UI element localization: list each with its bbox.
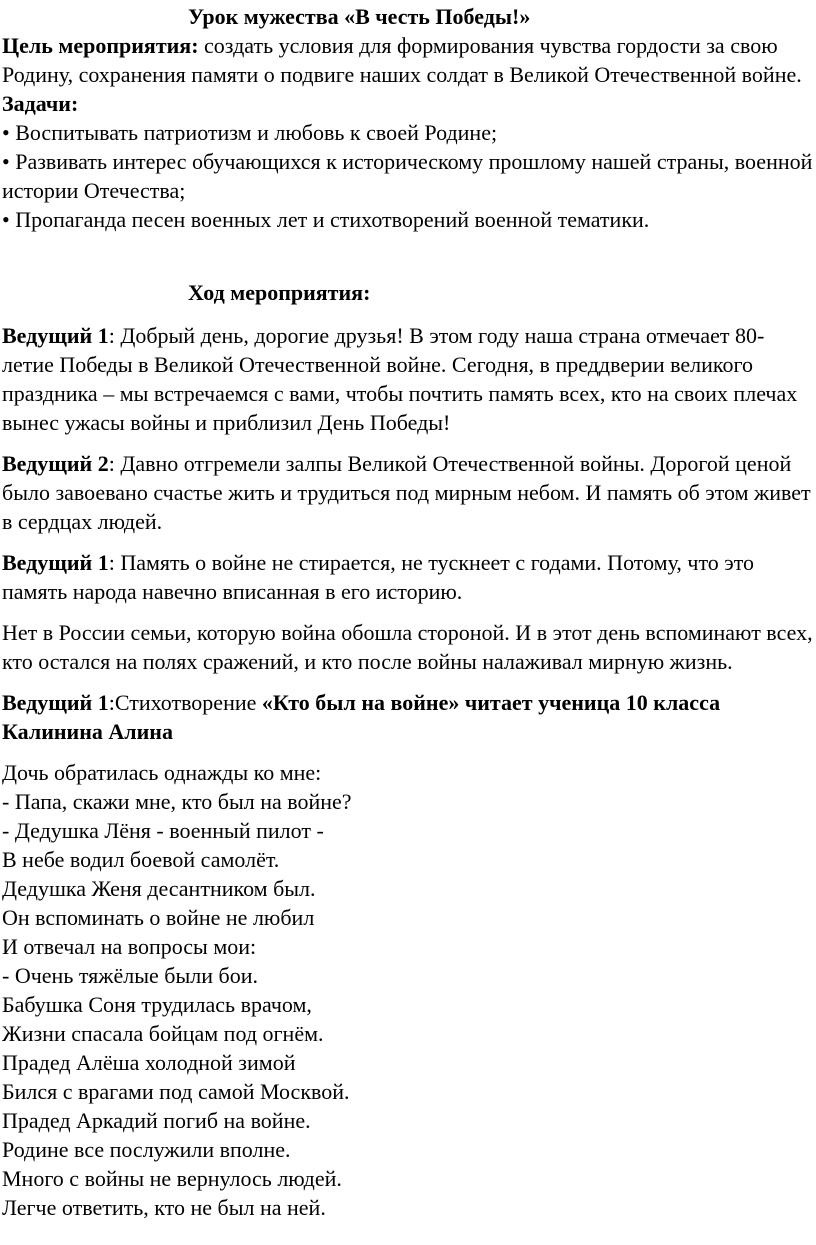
poem-line: Прадед Алёша холодной зимой — [2, 1050, 296, 1075]
goal-paragraph — [2, 31, 816, 89]
speaker-label: Ведущий 1 — [2, 690, 109, 715]
poem-line: Бабушка Соня трудилась врачом, — [2, 992, 312, 1017]
paragraph-text: : Память о войне не стирается, не тускнеет с годами. Потому, что это память народа навечно вписанная в его историю. — [2, 550, 755, 604]
host-paragraph — [2, 548, 816, 606]
plain-paragraph — [2, 618, 816, 676]
task-item: • Воспитывать патриотизм и любовь к своей Родине; — [2, 120, 498, 145]
poem-line: И отвечал на вопросы мои: — [2, 934, 257, 959]
section-title: Ход мероприятия: — [188, 280, 371, 305]
poem-line: Дедушка Женя десантником был. — [2, 876, 316, 901]
paragraph-text: Нет в России семьи, которую война обошла стороной. И в этот день вспоминают всех, кто остался на полях сражений, и кто после войны налаживал мирную жизнь. — [2, 620, 813, 674]
poem-line: Много с войны не вернулось людей. — [2, 1166, 342, 1191]
poem-line: - Дедушка Лёня - военный пилот - — [2, 818, 324, 843]
poem-line: Дочь обратилась однажды ко мне: — [2, 760, 322, 785]
poem-line: Легче ответить, кто не был на ней. — [2, 1195, 326, 1220]
poem-line: Бился с врагами под самой Москвой. — [2, 1079, 350, 1104]
tasks-label-text: Задачи: — [2, 91, 79, 116]
goal-text: создать условия для формирования чувства гордости за свою Родину, сохранения памяти о подвиге наших солдат в Великой Отечественной войне. — [2, 33, 802, 87]
host-paragraph — [2, 321, 816, 437]
tasks-list — [2, 118, 816, 234]
goal-label: Цель мероприятия: — [2, 33, 199, 58]
poem-intro — [2, 688, 816, 746]
poem-line: - Очень тяжёлые были бои. — [2, 963, 258, 988]
poem-intro-prefix: :Стихотворение — [108, 690, 262, 715]
poem-line: Он вспоминать о войне не любил — [2, 905, 315, 930]
paragraph-text: : Давно отгремели залпы Великой Отечественной войны. Дорогой ценой было завоевано счастье жить и трудиться под мирным небом. И память об этом живет в сердцах людей. — [2, 451, 811, 534]
document-title: Урок мужества «В честь Победы!» — [188, 4, 531, 29]
task-item: • Пропаганда песен военных лет и стихотворений военной тематики. — [2, 207, 650, 232]
poem-intro-title: «Кто был на войне» читает ученица 10 класса Калинина Алина — [2, 690, 721, 744]
speaker-label: Ведущий 1 — [2, 550, 109, 575]
poem-line: В небе водил боевой самолёт. — [2, 847, 280, 872]
poem-line: Родине все послужили вполне. — [2, 1137, 291, 1162]
host-paragraph — [2, 449, 816, 536]
paragraph-text: : Добрый день, дорогие друзья! В этом году наша страна отмечает 80-летие Победы в Великой Отечественной войне. Сегодня, в преддверии великого праздника – мы встречаемся с вами, чтобы почтить память всех, кто на своих плечах вынес ужасы войны и приблизил День Победы! — [2, 323, 798, 435]
poem-line: - Папа, скажи мне, кто был на войне? — [2, 789, 352, 814]
poem-line: Прадед Аркадий погиб на войне. — [2, 1108, 311, 1133]
poem-line: Жизни спасала бойцам под огнём. — [2, 1021, 324, 1046]
speaker-label: Ведущий 1 — [2, 323, 109, 348]
poem — [2, 758, 816, 1222]
tasks-label — [2, 89, 816, 118]
task-item: • Развивать интерес обучающихся к историческому прошлому нашей страны, военной истории Отечества; — [2, 149, 813, 203]
speaker-label: Ведущий 2 — [2, 451, 109, 476]
